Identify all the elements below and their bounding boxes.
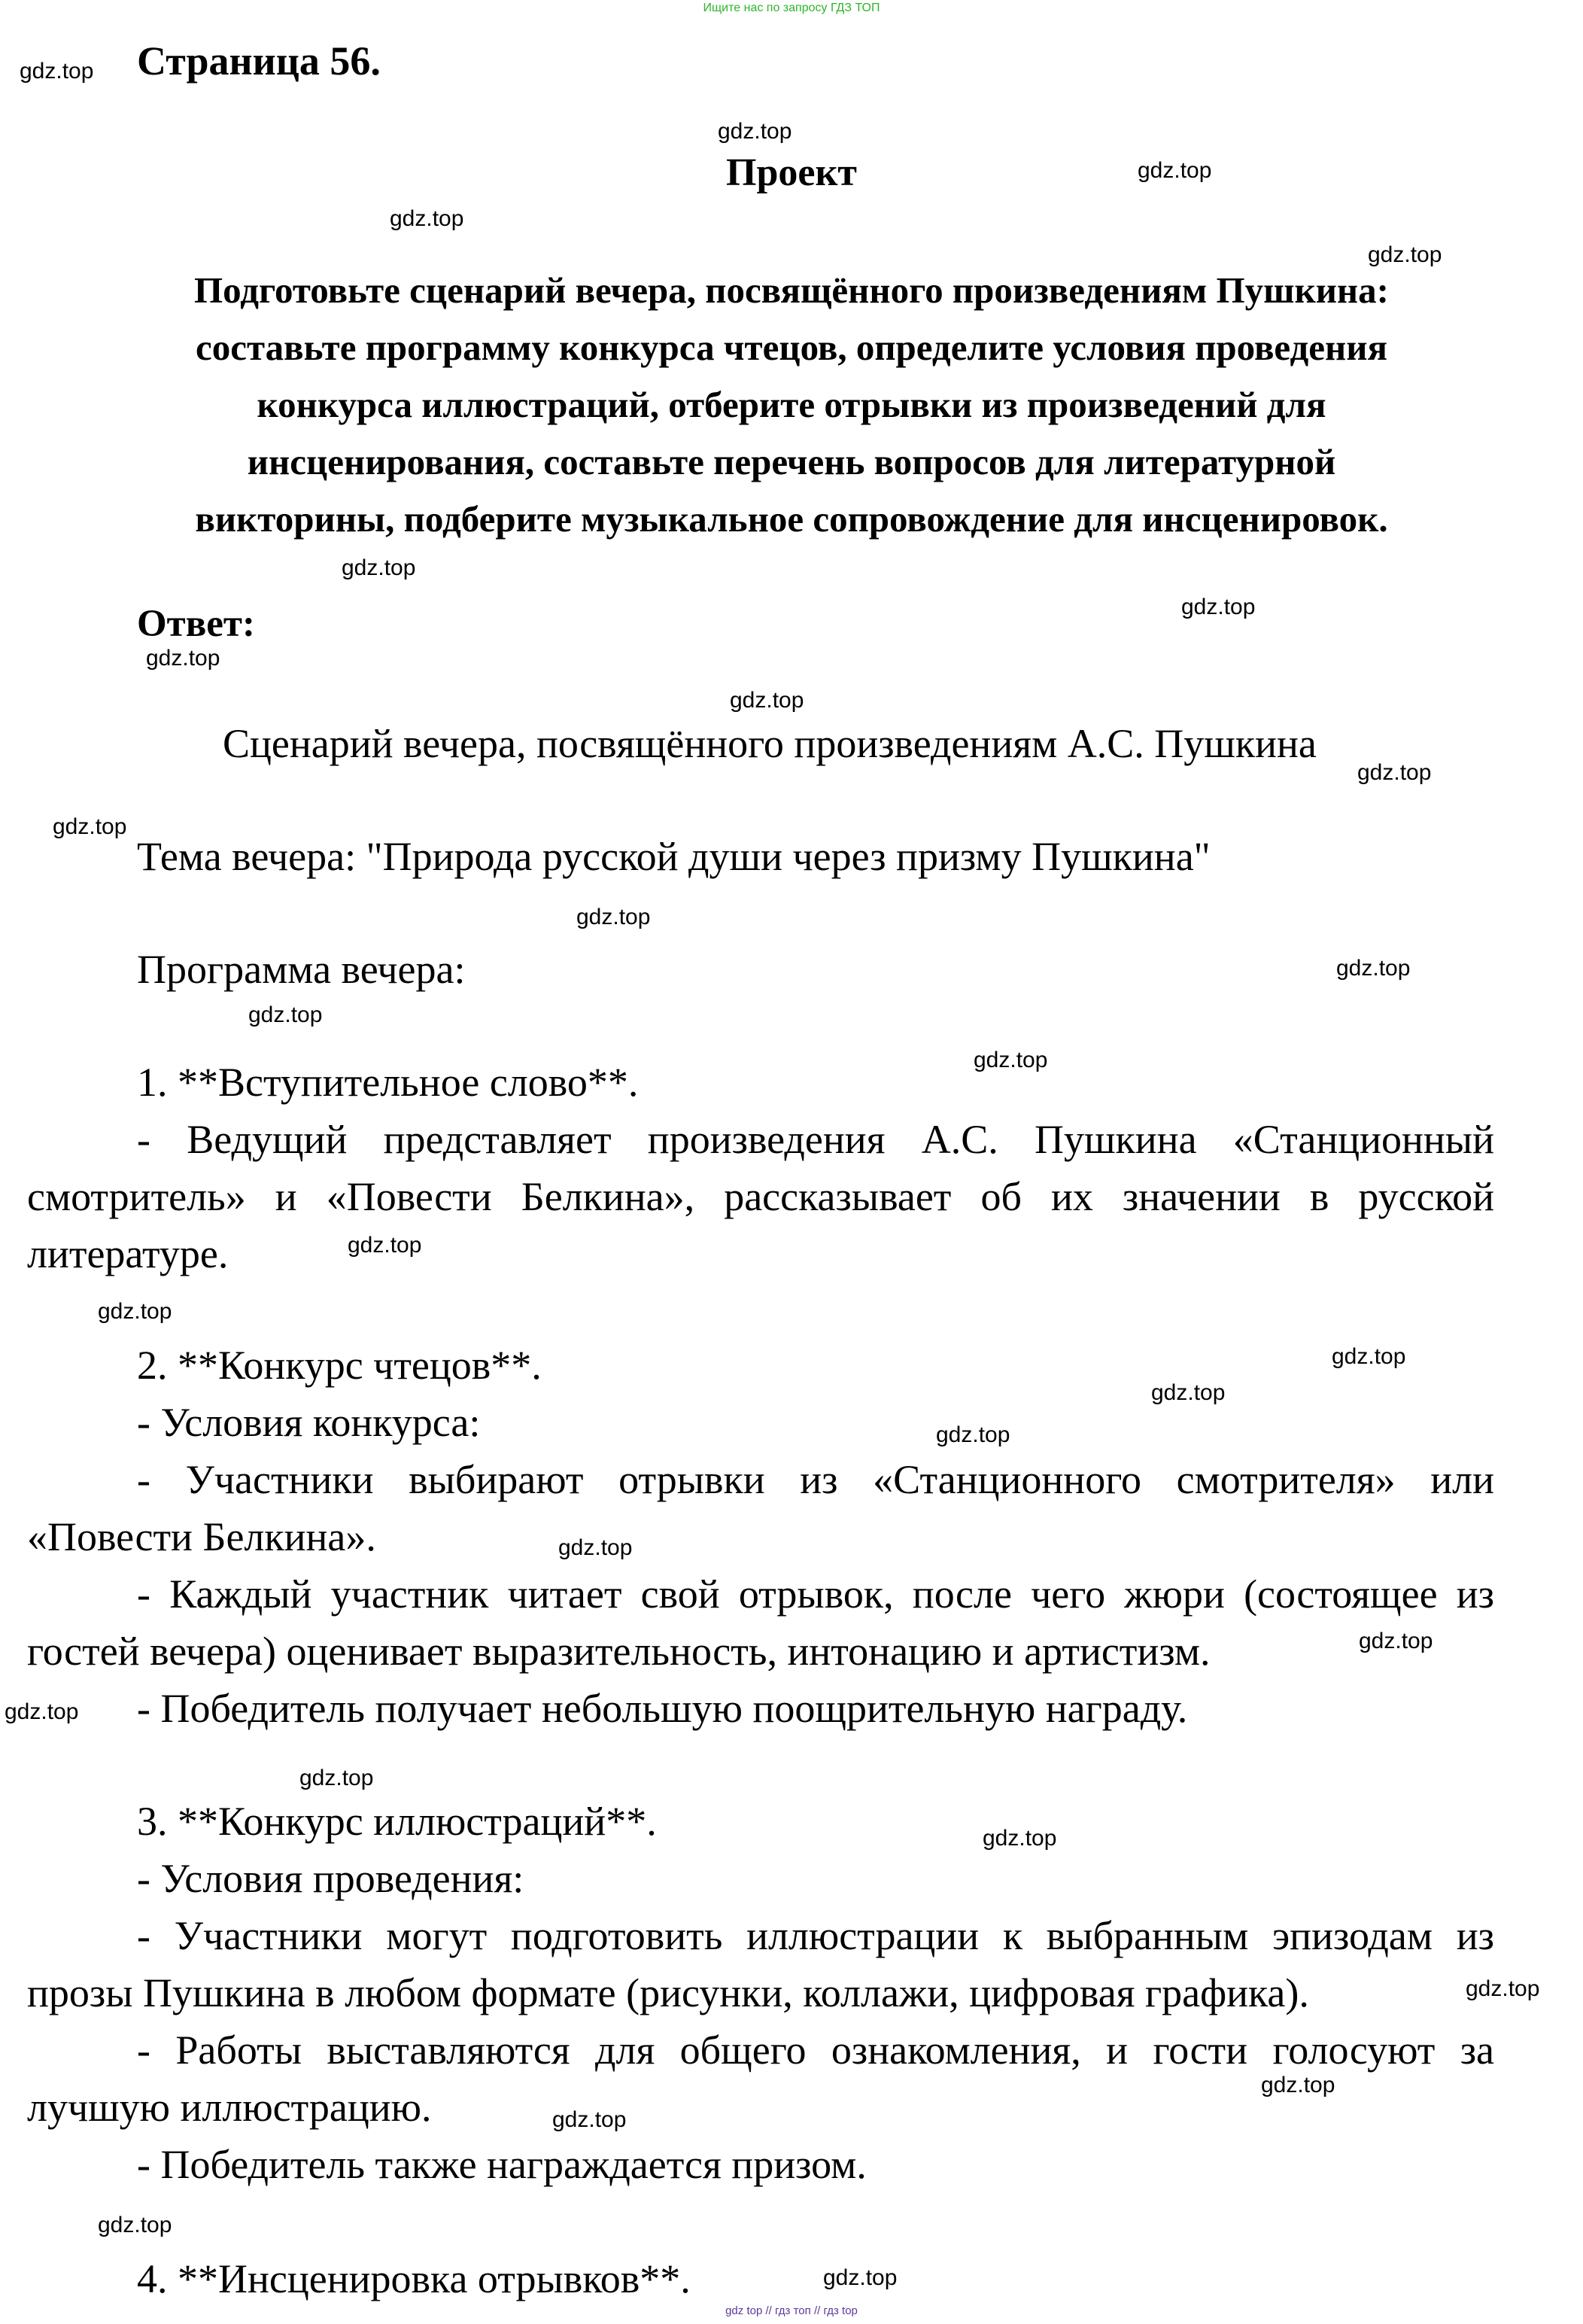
footer-link-3[interactable]: гдз top	[823, 2304, 858, 2317]
item3-paragraph-1	[27, 1907, 1494, 2021]
watermark: gdz.top	[558, 1535, 633, 1560]
watermark: gdz.top	[1138, 158, 1212, 183]
watermark: gdz.top	[1359, 1629, 1433, 1653]
watermark: gdz.top	[1357, 760, 1432, 785]
item1-heading: 1. **Вступительное слово**.	[137, 1060, 639, 1105]
task-statement	[0, 262, 1583, 548]
task-line: составьте программу конкурса чтецов, определите условия проведения	[195, 327, 1388, 368]
watermark: gdz.top	[53, 814, 127, 839]
page-title: Страница 56.	[137, 38, 381, 84]
item2-conditions: - Условия конкурса:	[137, 1400, 481, 1445]
item2-paragraph-3: - Победитель получает небольшую поощрительную награду.	[137, 1686, 1188, 1731]
watermark: gdz.top	[299, 1766, 374, 1790]
item2-text-2: - Каждый участник читает свой отрывок, после чего жюри (состоящее из гостей вечера) оценивает выразительность, интонацию и артистизм.	[27, 1571, 1494, 1674]
watermark: gdz.top	[1368, 242, 1442, 267]
scenario-title: Сценарий вечера, посвящённого произведениям А.С. Пушкина	[223, 721, 1317, 766]
task-line: конкурса иллюстраций, отберите отрывки из произведений для	[257, 384, 1326, 425]
watermark: gdz.top	[1332, 1344, 1406, 1369]
task-line: Подготовьте сценарий вечера, посвящённого произведениям Пушкина:	[194, 269, 1389, 311]
item2-text-1: - Участники выбирают отрывки из «Станционного смотрителя» или «Повести Белкина».	[27, 1457, 1494, 1559]
answer-label: Ответ:	[137, 603, 255, 645]
item3-conditions: - Условия проведения:	[137, 1856, 524, 1901]
watermark: gdz.top	[983, 1826, 1057, 1851]
footer-separator: //	[813, 2304, 821, 2317]
item3-text-1: - Участники могут подготовить иллюстрации к выбранным эпизодам из прозы Пушкина в любом формате (рисунки, коллажи, цифровая графика).	[27, 1913, 1494, 2015]
item3-text-2: - Работы выставляются для общего ознакомления, и гости голосуют за лучшую иллюстрацию.	[27, 2027, 1494, 2130]
watermark: gdz.top	[342, 555, 416, 580]
item2-heading: 2. **Конкурс чтецов**.	[137, 1343, 542, 1388]
item3-paragraph-3: - Победитель также награждается призом.	[137, 2142, 867, 2187]
section-title: Проект	[726, 151, 857, 194]
watermark: gdz.top	[20, 59, 94, 84]
footer-banner[interactable]	[0, 2304, 1583, 2317]
item1-paragraph	[27, 1111, 1494, 1282]
evening-theme: Тема вечера: "Природа русской души через призму Пушкина"	[137, 834, 1211, 879]
watermark: gdz.top	[552, 2107, 627, 2132]
watermark: gdz.top	[248, 1002, 323, 1027]
item4-heading: 4. **Инсценировка отрывков**.	[137, 2256, 691, 2301]
watermark: gdz.top	[1336, 956, 1411, 981]
watermark: gdz.top	[98, 1299, 172, 1324]
watermark: gdz.top	[718, 119, 792, 144]
program-label: Программа вечера:	[137, 947, 466, 992]
item3-heading: 3. **Конкурс иллюстраций**.	[137, 1799, 657, 1844]
watermark: gdz.top	[1181, 595, 1256, 619]
item2-paragraph-1	[27, 1451, 1494, 1565]
footer-separator: //	[765, 2304, 772, 2317]
watermark: gdz.top	[390, 206, 464, 231]
watermark: gdz.top	[1261, 2073, 1335, 2097]
footer-link-1[interactable]: gdz top	[725, 2304, 763, 2317]
watermark: gdz.top	[936, 1422, 1010, 1447]
footer-link-2[interactable]: гдз топ	[775, 2304, 811, 2317]
watermark: gdz.top	[348, 1233, 422, 1258]
task-line: викторины, подберите музыкальное сопровождение для инсценировок.	[195, 498, 1388, 540]
watermark: gdz.top	[5, 1699, 79, 1724]
watermark: gdz.top	[823, 2265, 898, 2290]
watermark: gdz.top	[146, 646, 220, 671]
watermark: gdz.top	[974, 1048, 1048, 1072]
watermark: gdz.top	[1151, 1380, 1226, 1405]
watermark: gdz.top	[730, 688, 804, 713]
item2-paragraph-2	[27, 1565, 1494, 1680]
header-banner[interactable]: Ищите нас по запросу ГДЗ ТОП	[703, 2, 880, 14]
watermark: gdz.top	[1466, 1976, 1540, 2001]
watermark: gdz.top	[98, 2213, 172, 2237]
item1-text: - Ведущий представляет произведения А.С. Пушкина «Станционный смотритель» и «Повести Белкина», рассказывает об их значении в русской литературе.	[27, 1117, 1494, 1276]
watermark: gdz.top	[576, 905, 651, 929]
task-line: инсценирования, составьте перечень вопросов для литературной	[247, 441, 1336, 482]
